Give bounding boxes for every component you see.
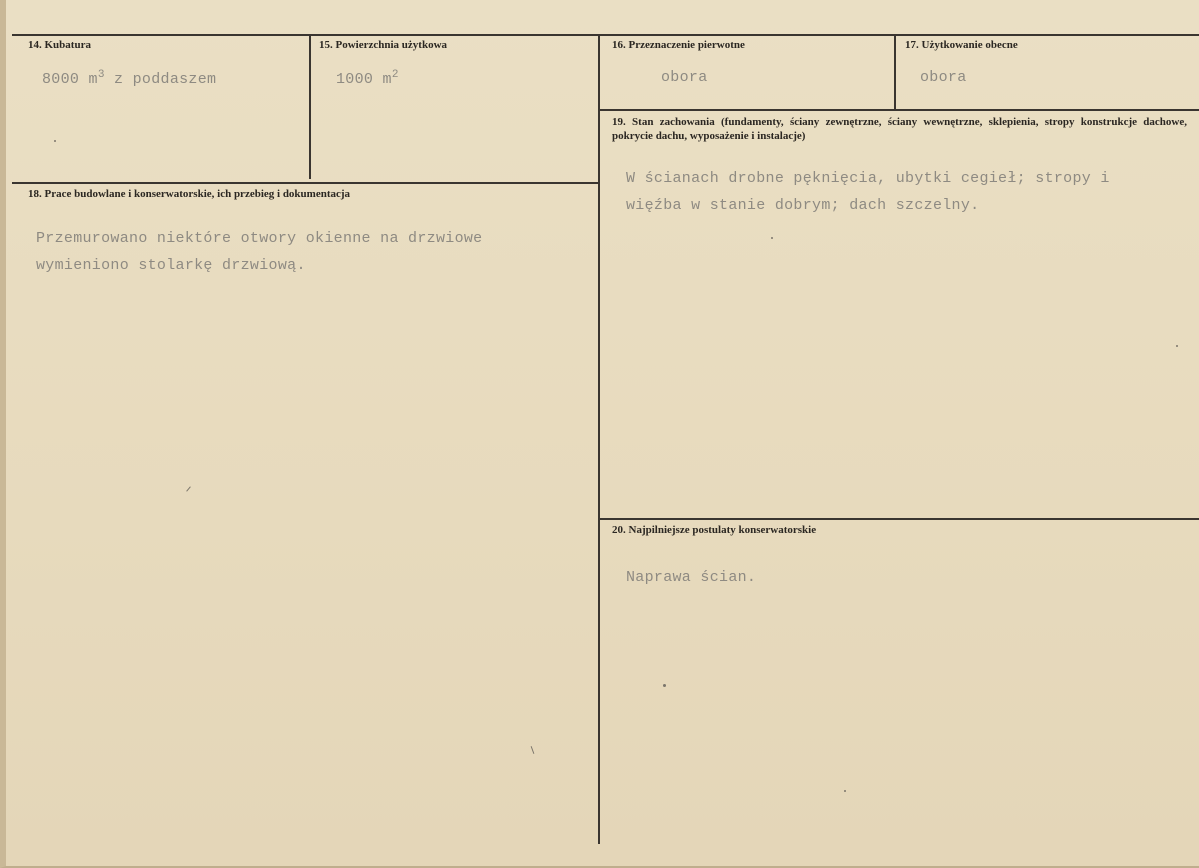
field-17-value: obora [920, 69, 967, 86]
field-18-label: 18. Prace budowlane i konserwatorskie, ich przebieg i dokumentacja [28, 188, 351, 200]
field-19-label: 19. Stan zachowania (fundamenty, ściany zewnętrzne, ściany wewnętrzne, sklepienia, stropy konstrukcje dachowe, pokrycie dachu, wyposażenie i instalacje) [612, 116, 1187, 142]
top-rule [12, 34, 1199, 36]
center-divider [598, 34, 600, 844]
volume-unit-exponent: 3 [97, 69, 105, 81]
paper-speck [186, 486, 191, 491]
field-18-line-2: wymieniono stolarkę drzwiową. [36, 257, 306, 274]
paper-speck [54, 140, 56, 142]
divider-16-17 [894, 34, 896, 110]
paper-speck [1176, 345, 1178, 347]
field-15-value [336, 62, 399, 93]
field-14-label: 14. Kubatura [28, 39, 91, 51]
area-unit-exponent: 2 [391, 69, 399, 81]
field-16-label: 16. Przeznaczenie pierwotne [612, 39, 745, 51]
paper-speck [531, 746, 535, 754]
rule-under-16-17 [600, 109, 1199, 111]
field-18-line-1: Przemurowano niektóre otwory okienne na drzwiowe [36, 230, 483, 247]
field-19-line-2: więźba w stanie dobrym; dach szczelny. [626, 197, 980, 214]
divider-14-15 [309, 34, 311, 179]
volume-suffix: z poddaszem [104, 71, 217, 88]
field-16-value: obora [661, 69, 708, 86]
field-17-label: 17. Użytkowanie obecne [905, 39, 1018, 51]
area-number: 1000 m [336, 71, 392, 88]
field-15-label: 15. Powierzchnia użytkowa [319, 39, 448, 51]
field-20-label: 20. Najpilniejsze postulaty konserwatorskie [612, 524, 817, 536]
paper-speck [663, 684, 666, 687]
paper-speck [771, 237, 773, 239]
field-20-value: Naprawa ścian. [626, 569, 757, 586]
paper-speck [844, 790, 846, 792]
volume-number: 8000 m [42, 71, 98, 88]
field-14-value [42, 62, 216, 93]
field-19-line-1: W ścianach drobne pęknięcia, ubytki cegieł; stropy i [626, 170, 1110, 187]
rule-under-14-15 [12, 182, 600, 184]
rule-under-19 [600, 518, 1199, 520]
